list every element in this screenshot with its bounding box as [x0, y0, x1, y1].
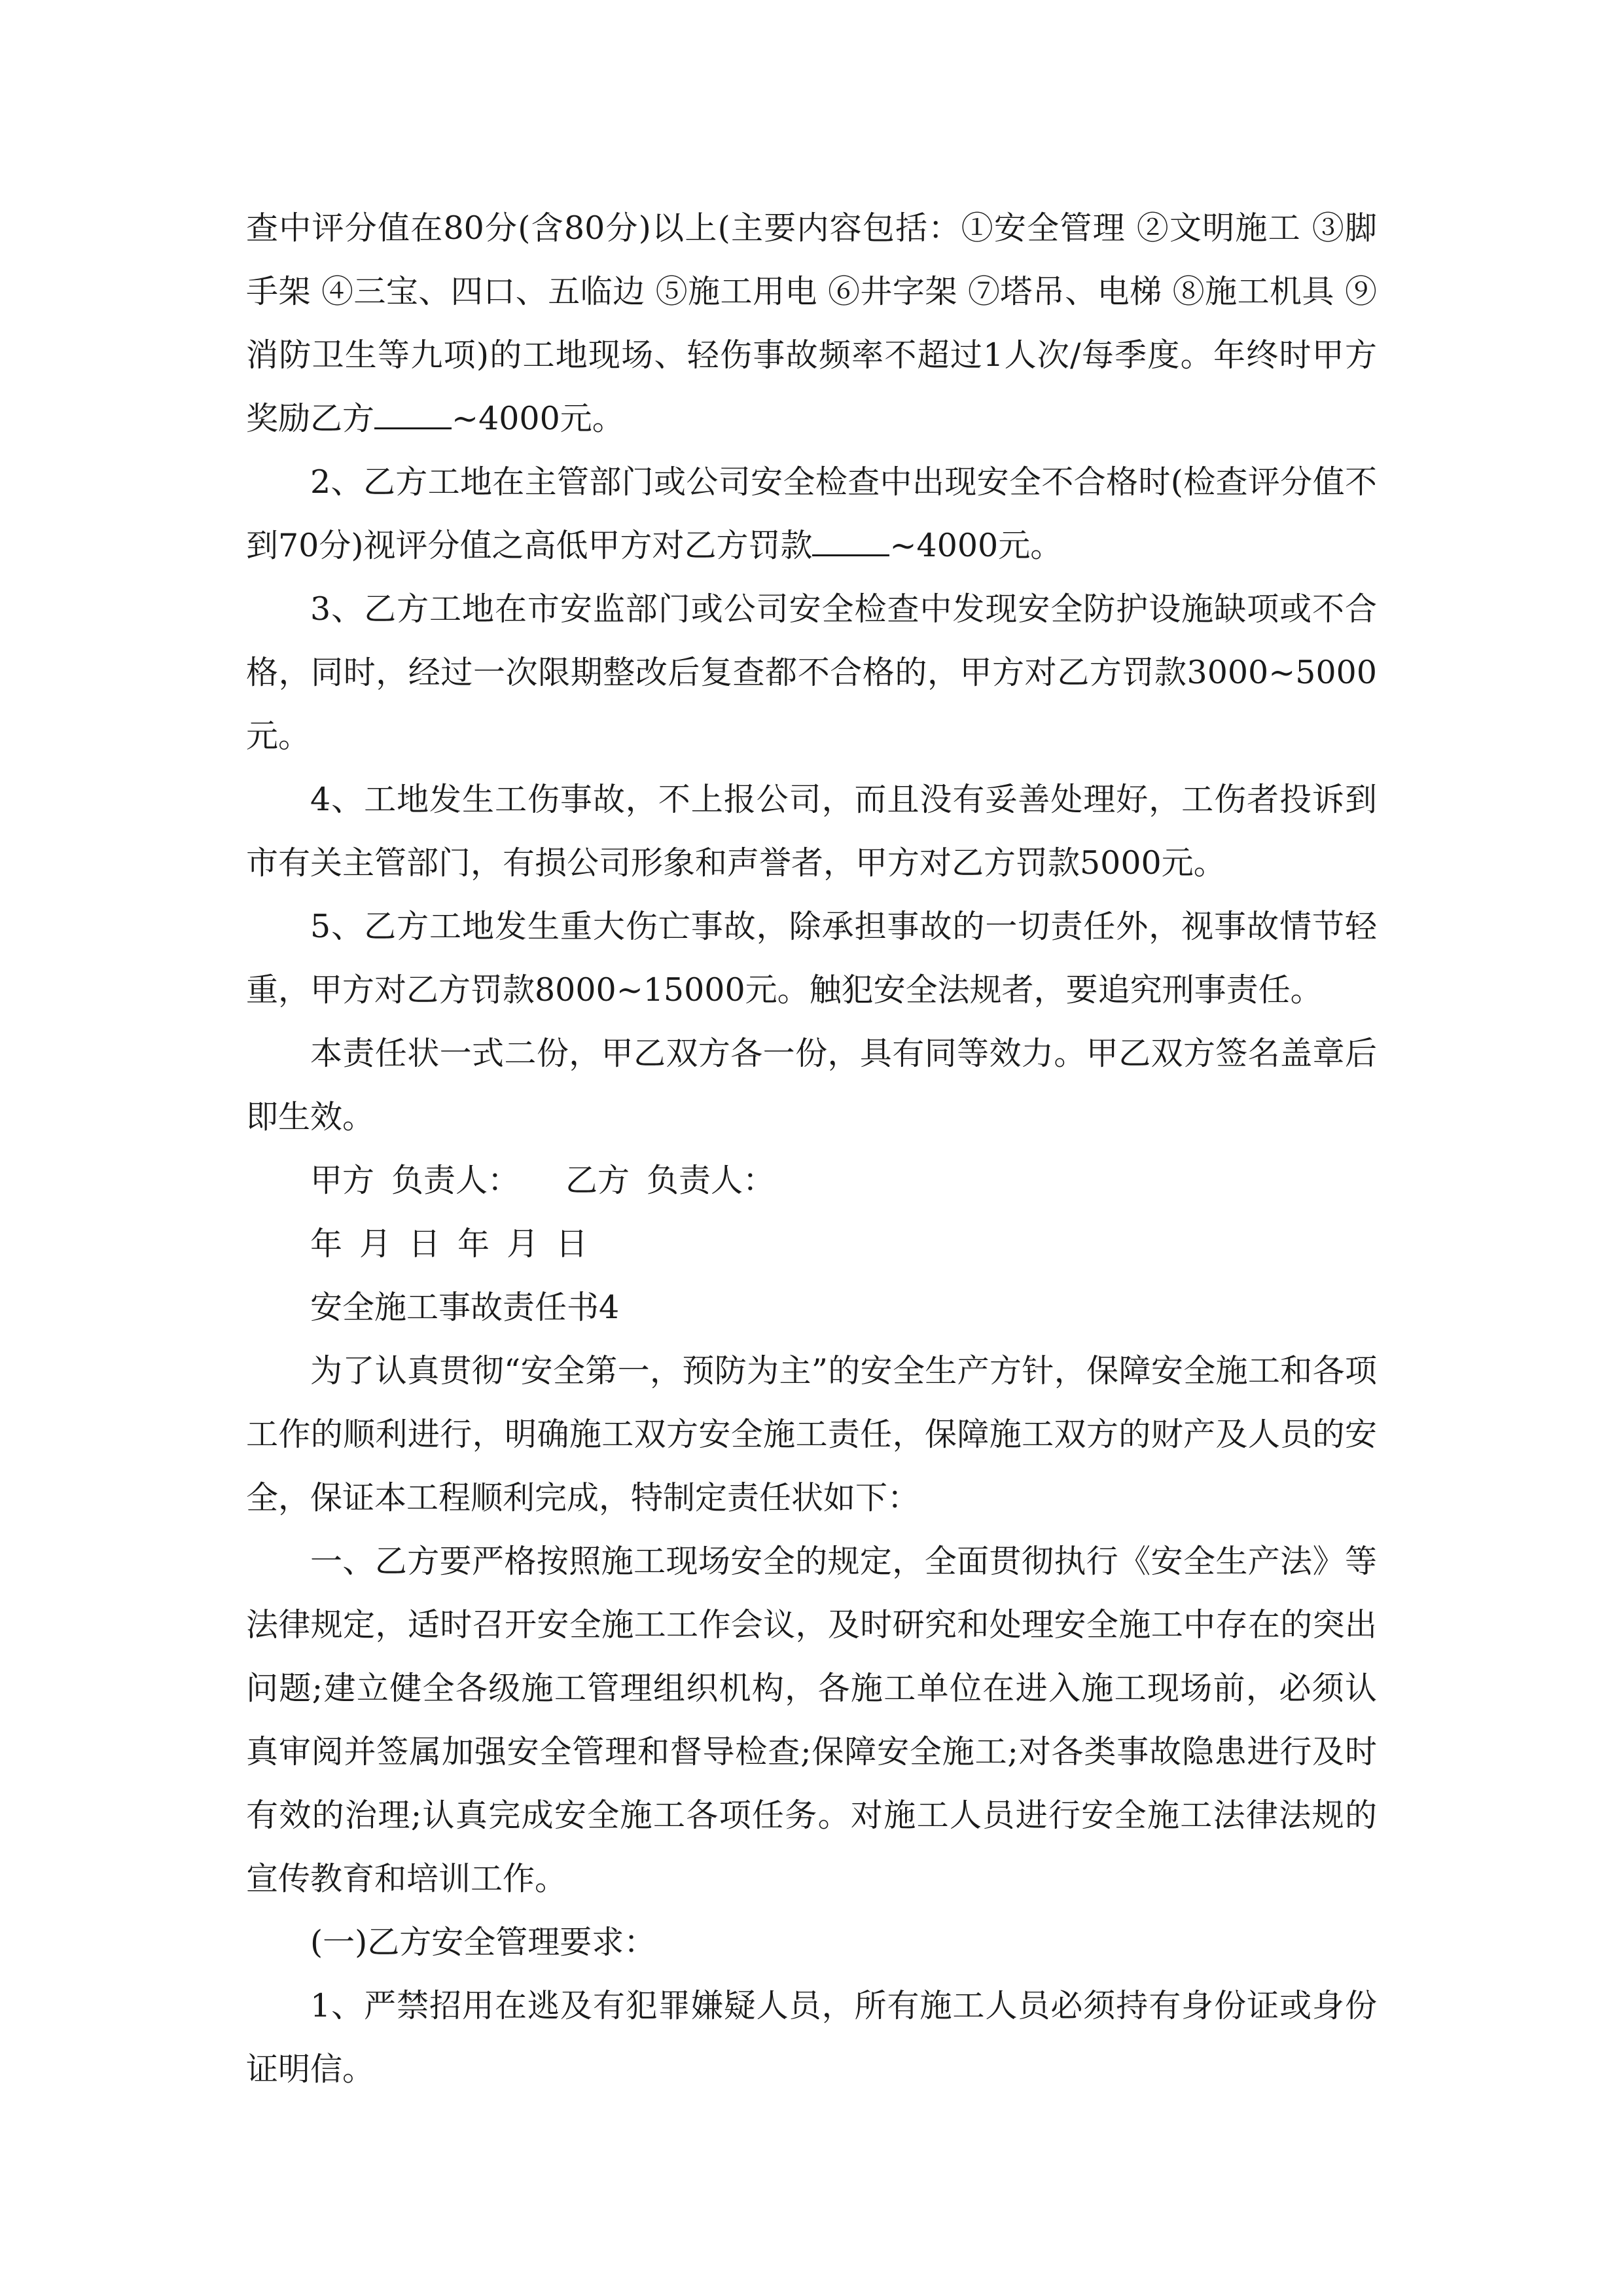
document-page — [246, 196, 1377, 2101]
date-day-b: 日 — [556, 1225, 588, 1263]
fill-in-blank — [812, 528, 889, 556]
date-month-a: 月 — [359, 1225, 392, 1263]
date-year-b: 年 — [457, 1225, 490, 1263]
section-title: 安全施工事故责任书4 — [310, 1289, 620, 1326]
paragraph-requirement-1: 1、严禁招用在逃及有犯罪嫌疑人员，所有施工人员必须持有身份证或身份证明信。 — [246, 1987, 1377, 2088]
date-month-b: 月 — [507, 1225, 539, 1263]
paragraph-text: 查中评分值在80分(含80分)以上(主要内容包括：①安全管理 ②文明施工 ③脚手架 ④三宝、四口、五临边 ⑤施工用电 ⑥井字架 ⑦塔吊、电梯 ⑧施工机具 ⑨消防卫生等九项)的工地现场、轻伤事故频率不超过1人次/每季度。年终时甲方奖励乙方 — [246, 209, 1377, 437]
date-line — [246, 1212, 1377, 1276]
paragraph-item-5: 5、乙方工地发生重大伤亡事故，除承担事故的一切责任外，视事故情节轻重，甲方对乙方罚款8000~15000元。触犯安全法规者，要追究刑事责任。 — [246, 908, 1377, 1009]
paragraph-effect: 本责任状一式二份，甲乙双方各一份，具有同等效力。甲乙双方签名盖章后即生效。 — [246, 1035, 1377, 1136]
subsection-title: (一)乙方安全管理要求： — [310, 1924, 656, 1961]
party-a-person-label: 负责人： — [391, 1162, 520, 1199]
paragraph-item-2 — [246, 450, 1377, 577]
paragraph-text: 2、乙方工地在主管部门或公司安全检查中出现安全不合格时(检查评分值不到70分)视评分值之高低甲方对乙方罚款 — [246, 463, 1377, 564]
date-day-a: 日 — [408, 1225, 441, 1263]
paragraph-text: ~4000元。 — [452, 400, 624, 437]
party-a-label: 甲方 — [310, 1162, 375, 1199]
signature-line — [246, 1149, 1377, 1212]
paragraph-article-1: 一、乙方要严格按照施工现场安全的规定，全面贯彻执行《安全生产法》等法律规定，适时召开安全施工工作会议，及时研究和处理安全施工中存在的突出问题;建立健全各级施工管理组织机构，各施工单位在进入施工现场前，必须认真审阅并签属加强安全管理和督导检查;保障安全施工;对各类事故隐患进行及时有效的治理;认真完成安全施工各项任务。对施工人员进行安全施工法律法规的宣传教育和培训工作。 — [246, 1543, 1377, 1897]
paragraph-text: ~4000元。 — [889, 527, 1063, 564]
fill-in-blank — [374, 401, 452, 429]
paragraph-safety-reward — [246, 196, 1377, 450]
party-b-person-label: 负责人： — [647, 1162, 776, 1199]
paragraph-item-4: 4、工地发生工伤事故，不上报公司，而且没有妥善处理好，工伤者投诉到市有关主管部门，有损公司形象和声誉者，甲方对乙方罚款5000元。 — [246, 781, 1377, 882]
party-b-label: 乙方 — [565, 1162, 630, 1199]
paragraph-intro: 为了认真贯彻“安全第一，预防为主”的安全生产方针，保障安全施工和各项工作的顺利进行，明确施工双方安全施工责任，保障施工双方的财产及人员的安全，保证本工程顺利完成，特制定责任状如下： — [246, 1352, 1377, 1516]
date-year-a: 年 — [310, 1225, 343, 1263]
paragraph-item-3: 3、乙方工地在市安监部门或公司安全检查中发现安全防护设施缺项或不合格，同时，经过一次限期整改后复查都不合格的，甲方对乙方罚款3000~5000元。 — [246, 590, 1377, 755]
